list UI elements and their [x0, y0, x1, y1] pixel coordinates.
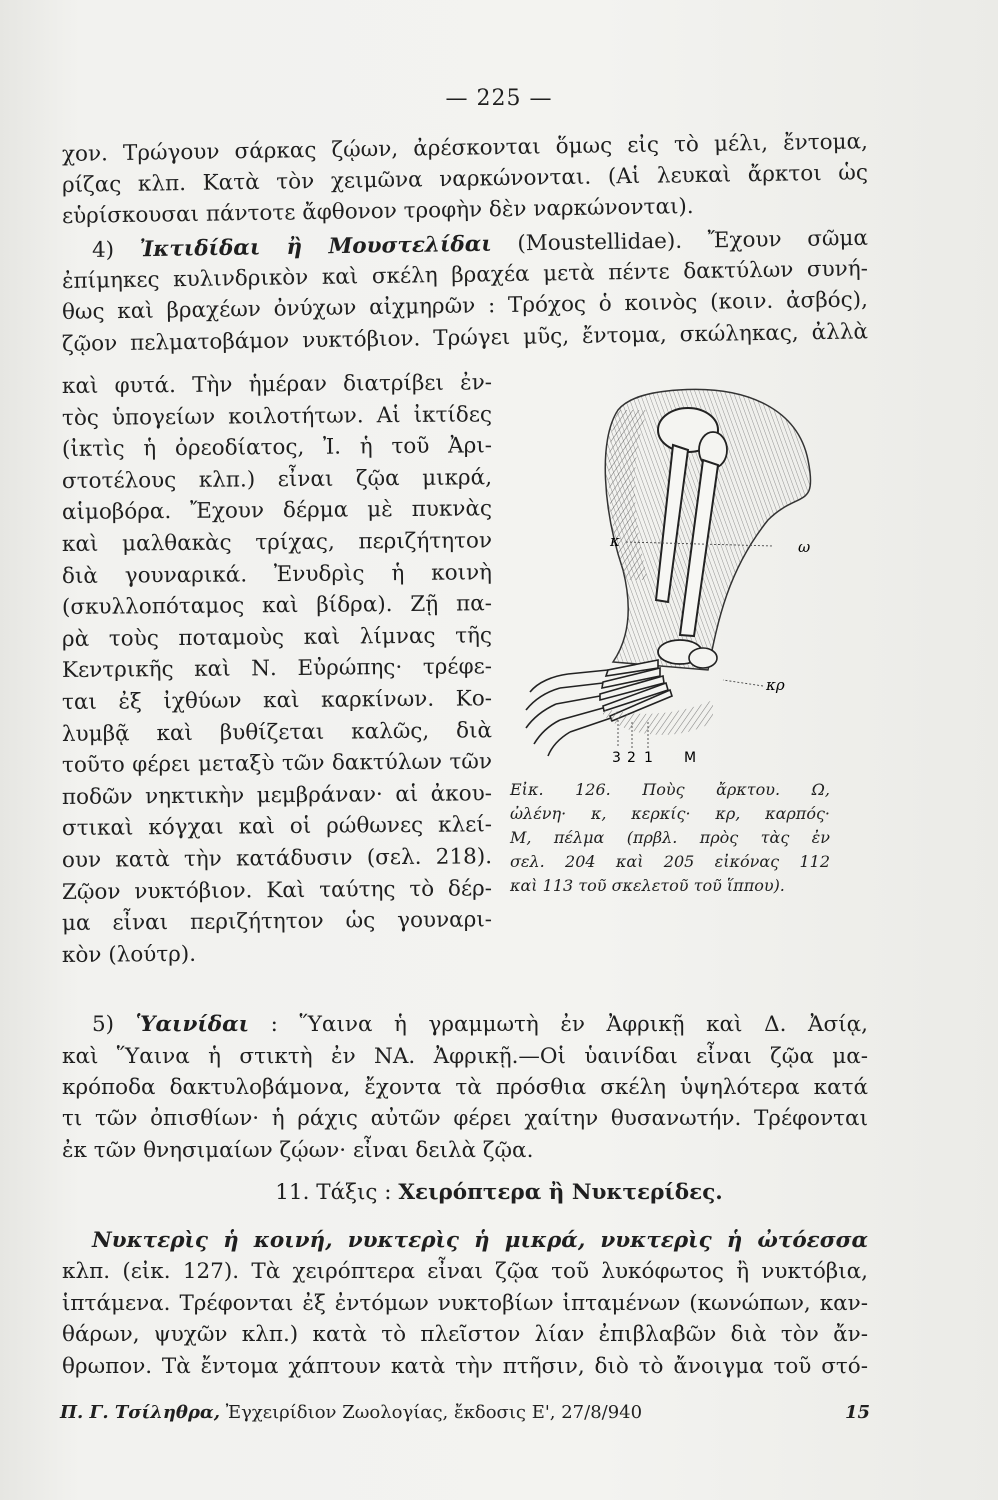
section-5-rest: : Ὕαινα ἡ γραμμωτὴ ἐν Ἀφρικῇ καὶ Δ. Ἀσίᾳ,	[270, 1012, 868, 1037]
text-line: μα εἶναι περιζήτητον ὡς γουναρι-	[61, 907, 493, 937]
section-5-heading	[92, 1010, 868, 1040]
label-kr: κρ	[766, 676, 785, 694]
text-line: εὑρίσκουσαι πάντοτε ἄφθονον τροφὴν δὲν ναρκώνονται).	[61, 194, 694, 229]
text-line: ουν κατὰ τὴν κατάδυσιν (σελ. 218).	[61, 844, 493, 873]
text-line: ζῷον πελματοβάμον νυκτόβιον. Τρώγει μῦς, ἔντομα, σκώληκας, ἀλλὰ	[61, 319, 869, 357]
label-3: 3	[612, 750, 621, 766]
text-line: καὶ μαλθακὰς τρίχας, περιζήτητον	[61, 528, 493, 557]
footer-sheet-number: 15	[844, 1402, 870, 1423]
bats-species-line: Νυκτερὶς ἡ κοινή, νυκτερὶς ἡ μικρά, νυκτερὶς ἡ ὠτόεσσα	[92, 1228, 868, 1253]
text-line: ποδῶν νηκτικὴν μεμβράναν· αἱ ἀκου-	[61, 781, 493, 810]
order-heading	[0, 1178, 998, 1208]
footer-title: Ἐγχειρίδιον Ζωολογίας, ἔκδοσις Ε', 27/8/940	[225, 1402, 643, 1423]
label-o: ω	[798, 538, 811, 556]
section-5-number: 5)	[92, 1012, 115, 1037]
label-2: 2	[627, 750, 636, 766]
text-line: στικαὶ κόγχαι καὶ οἱ ρώθωνες κλεί-	[61, 812, 493, 842]
leader-kr	[723, 680, 763, 686]
text-line: Κεντρικῆς καὶ Ν. Εὐρώπης· τρέφε-	[61, 654, 493, 684]
text-line: Ζῷον νυκτόβιον. Καὶ ταύτης τὸ δέρ-	[61, 875, 493, 905]
order-heading-prefix: 11. Τάξις :	[275, 1180, 392, 1205]
label-m: M	[684, 750, 697, 766]
text-line: ἱπτάμενα. Τρέφονται ἐξ ἐντόμων νυκτοβίων ἱπταμένων (κωνώπων, καν-	[62, 1291, 868, 1316]
carpal-bone	[689, 648, 717, 668]
label-1: 1	[644, 750, 653, 766]
figure-caption-line: καὶ 113 τοῦ σκελετοῦ τοῦ ἵππου).	[510, 876, 785, 895]
bear-foot-figure	[508, 370, 838, 766]
label-k: κ	[610, 532, 620, 550]
text-line: θάρων, ψυχῶν κλπ.) κατὰ τὸ πλεῖστον λίαν ἐπιβλαβῶν διὰ τὸν ἄν-	[62, 1322, 868, 1347]
text-line: αἱμοβόρα. Ἔχουν δέρμα μὲ πυκνὰς	[61, 496, 493, 526]
text-line: ρὰ τοὺς ποταμοὺς καὶ λίμνας τῆς	[61, 623, 493, 652]
text-line: κρόποδα δακτυλοβάμονα, ἔχοντα τὰ πρόσθια σκέλη ὑψηλότερα κατά	[62, 1075, 868, 1100]
text-line: κὸν (λούτρ).	[61, 941, 197, 968]
text-line: διὰ γουναρικά. Ἐνυδρὶς ἡ κοινὴ	[61, 559, 493, 589]
text-line: στοτέλους κλπ.) εἶναι ζῷα μικρά,	[61, 465, 493, 494]
text-line: ἐκ τῶν θνησιμαίων ζῴων· εἶναι δειλὰ ζῷα.	[62, 1138, 534, 1163]
figure-caption-line: σελ. 204 καὶ 205 εἰκόνας 112	[510, 852, 830, 871]
page-number-header: — 225 —	[445, 86, 553, 111]
section-4-rest: Ἔχουν σῶμα	[707, 225, 869, 254]
text-line: λυμβᾷ καὶ βυθίζεται καλῶς, διὰ	[61, 717, 493, 747]
text-line: τι τῶν ὀπισθίων· ἡ ράχις αὐτῶν φέρει χαίτην θυσανωτήν. Τρέφονται	[62, 1106, 868, 1131]
section-4-latin: (Moustellidae).	[517, 228, 683, 257]
text-line: καὶ φυτά. Τὴν ἡμέραν διατρίβει ἐν-	[61, 370, 493, 399]
section-4-number: 4)	[91, 237, 115, 263]
text-line: τοῦτο φέρει μεταξὺ τῶν δακτύλων τῶν	[61, 749, 493, 779]
figure-caption-line: ὠλένη· κ, κερκίς· κρ, καρπός·	[510, 804, 830, 823]
text-line: ρίζας κλπ. Κατὰ τὸν χειμῶνα ναρκώνονται. (Αἱ λευκαὶ ἄρκτοι ὡς	[61, 160, 869, 198]
claws	[526, 674, 570, 756]
order-heading-title: Χειρόπτερα ἢ Νυκτερίδες.	[398, 1180, 723, 1205]
text-line: ται ἐξ ἰχθύων καὶ καρκίνων. Κο-	[61, 686, 493, 715]
text-line: θως καὶ βραχέων ὀνύχων αἰχμηρῶν : Τρόχος ὁ κοινὸς (κοιν. ἀσβός),	[61, 287, 869, 325]
text-line: τὸς ὑπογείων κοιλοτήτων. Αἱ ἰκτίδες	[61, 401, 493, 431]
page-footer	[60, 1402, 870, 1423]
figure-caption-line: Μ, πέλμα (πρβλ. πρὸς τὰς ἐν	[510, 828, 830, 847]
text-line: (σκυλλοπόταμος καὶ βίδρα). Ζῇ πα-	[61, 591, 493, 621]
text-line: καὶ Ὕαινα ἡ στικτὴ ἐν ΝΑ. Ἀφρικῇ.—Οἱ ὑαινίδαι εἶναι ζῷα μα-	[62, 1044, 868, 1069]
text-line: ἐπίμηκες κυλινδρικὸν καὶ σκέλη βραχέα μετὰ πέντε δακτύλων συνή-	[61, 256, 869, 294]
section-5-name: Ὑαινίδαι	[135, 1012, 250, 1037]
text-line: κλπ. (εἰκ. 127). Τὰ χειρόπτερα εἶναι ζῷα τοῦ λυκόφωτος ἢ νυκτόβια,	[62, 1259, 868, 1284]
text-line: θρωπον. Τὰ ἔντομα χάπτουν κατὰ τὴν πτῆσιν, διὸ τὸ ἄνοιγμα τοῦ στό-	[62, 1354, 868, 1379]
text-line: χον. Τρώγουν σάρκας ζῴων, ἀρέσκονται ὅμως εἰς τὸ μέλι, ἔντομα,	[61, 129, 869, 167]
footer-author: Π. Γ. Τσίληθρα,	[60, 1402, 221, 1423]
text-line: (ἰκτὶς ἡ ὀρεοδίατος, Ἰ. ἡ τοῦ Ἀρι-	[61, 433, 493, 463]
section-4-name: Ἰκτιδίδαι ἢ Μουστελίδαι	[139, 231, 492, 263]
figure-caption-line: Εἰκ. 126. Ποὺς ἄρκτου. Ω,	[510, 780, 830, 799]
